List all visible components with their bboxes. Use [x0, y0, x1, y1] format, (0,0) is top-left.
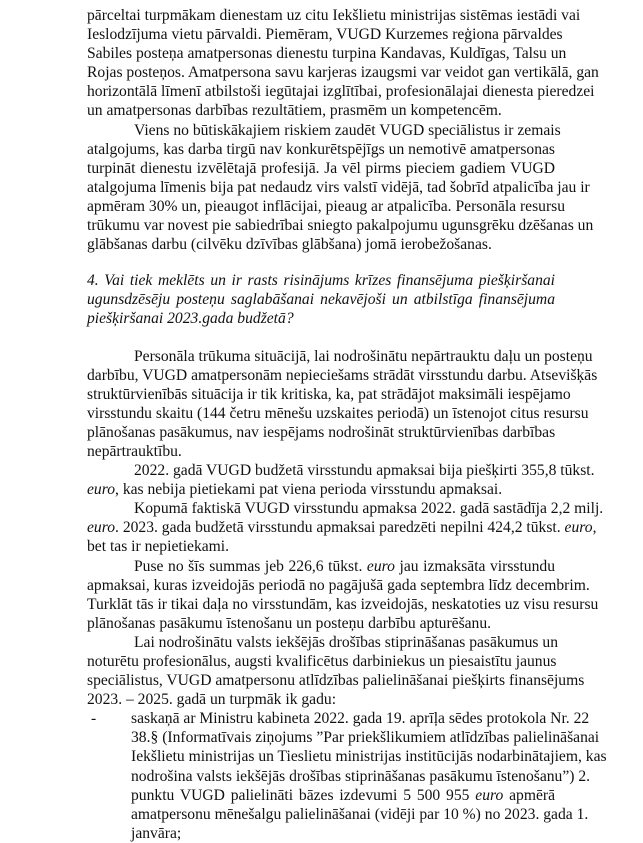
text-line — [131, 747, 607, 766]
text-line — [87, 404, 589, 423]
text-line — [87, 82, 595, 101]
text-segment: apmērā — [503, 786, 556, 804]
text-segment: Puse no šīs summas jeb 226,6 tūkst. — [134, 557, 367, 575]
text-line — [87, 652, 555, 671]
text-line — [87, 235, 555, 254]
paragraph — [87, 461, 595, 499]
text-line — [87, 614, 555, 633]
text-line — [87, 216, 594, 235]
text-segment: trūkumu var novest pie sabiedrībai sniegto pakalpojumu ugunsgrēku dzēšanas un — [87, 217, 594, 235]
text-line — [131, 805, 589, 824]
text-line — [87, 121, 561, 140]
text-line — [87, 271, 555, 290]
text-line — [87, 518, 597, 537]
text-segment: atalgojums, kas darba tirgū nav konkurētspējīgs un nemotivē amatpersonas — [87, 140, 555, 158]
text-line — [87, 671, 585, 690]
text-segment: amatpersonu mēnešalgu palielināšanai (vidēji par 10 %) no 2023. gada 1. — [131, 805, 589, 823]
text-line — [87, 6, 581, 25]
text-segment: punktu VUGD palielināti bāzes izdevumi 5 500 955 — [131, 786, 476, 804]
paragraph — [87, 499, 604, 556]
text-line — [87, 290, 555, 309]
text-line — [87, 423, 555, 442]
text-segment: nodrošina valsts iekšējās drošības stiprināšanas pasākumu īstenošanu”) 2. — [131, 767, 591, 785]
text-segment: struktūrvienībās situācija ir tik kritiska, ka, pat strādājot maksimāli iespējamo — [87, 385, 571, 403]
text-segment: pārceltai turpmākam dienestam uz citu Iekšlietu ministrijas sistēmas iestādi vai — [87, 7, 581, 24]
text-line — [87, 309, 555, 328]
section-heading — [87, 271, 555, 328]
text-segment: Lai nodrošinātu valsts iekšējās drošības stiprināšanas pasākumus un — [134, 633, 558, 651]
document-page — [87, 6, 607, 843]
text-line — [87, 461, 595, 480]
paragraph — [87, 633, 585, 709]
text-segment: apmaksai, kuras izveidojās periodā no pagājušā gada septembra līdz decembrim. — [87, 576, 590, 594]
text-line — [87, 633, 558, 652]
text-segment: Rojas posteņos. Amatpersona savu karjeras izaugsmi var veidot gan vertikālā, gan — [87, 64, 599, 82]
text-segment: jau izmaksāta virsstundu — [394, 557, 555, 575]
text-segment: glābšanas darbu (cilvēku dzīvības glābšana) jomā ierobežošanas. — [87, 236, 492, 254]
text-line — [87, 366, 598, 385]
italic-text: euro — [564, 519, 593, 537]
text-line — [87, 159, 555, 178]
italic-text: euro — [87, 519, 116, 537]
text-segment: Iekšlietu ministrijas un Tieslietu ministrijas institūcijās nodarbinātajiem, kas — [131, 748, 607, 766]
text-segment: . 2023. gada budžetā virsstundu apmaksai paredzēti nepilni 424,2 tūkst. — [115, 519, 565, 537]
text-line — [87, 576, 590, 595]
text-segment: Ieslodzījuma vietu pārvaldi. Piemēram, VUGD Kurzemes reģiona pārvaldes — [87, 26, 563, 44]
text-line — [87, 178, 590, 197]
text-segment: ugunsdzēsēju posteņu saglabāšanai nekavējoši un atbilstīga finansējuma — [87, 291, 555, 309]
text-segment: , — [592, 519, 597, 537]
text-segment: 4. Vai tiek meklēts un ir rasts risinājums krīzes finansējuma piešķiršanai — [87, 272, 555, 290]
paragraph — [87, 347, 598, 462]
text-segment: 38.§ (Informatīvais ziņojums ”Par priekšlikumiem atlīdzības palielināšanai — [131, 729, 600, 747]
text-segment: janvāra; — [131, 824, 182, 842]
text-line — [87, 197, 566, 216]
text-segment: piešķiršanai 2023.gada budžetā? — [87, 310, 294, 328]
text-segment: plānošanas pasākumus, nav iespējams nodrošināt struktūrvienības darbības — [87, 423, 556, 441]
list-bullet-marker: - — [91, 710, 97, 728]
list-item — [87, 709, 607, 843]
text-segment: virsstundu skaitu (144 četru mēnešu uzskaites periodā) un īstenojot citus resursu — [87, 404, 589, 422]
text-line — [87, 442, 555, 461]
text-segment: , kas nebija pietiekami pat viena perioda virsstundu apmaksai. — [115, 481, 503, 499]
text-segment: 2022. gadā VUGD budžetā virsstundu apmaksai bija piešķirti 355,8 tūkst. — [134, 462, 595, 480]
text-line — [87, 63, 599, 82]
text-line — [131, 767, 591, 786]
text-segment: saskaņā ar Ministru kabineta 2022. gada 19. aprīļa sēdes protokola Nr. 22 — [131, 710, 590, 728]
text-segment: apmēram 30% un, pieaugot inflācijai, pieaug ar atpalicība. Personāla resursu — [87, 197, 566, 215]
text-segment: Sabiles posteņa amatpersonas dienestu turpina Kandavas, Kuldīgas, Talsu un — [87, 45, 567, 63]
text-segment: nepārtrauktību. — [87, 442, 182, 460]
paragraph — [87, 557, 599, 633]
text-line — [87, 385, 571, 404]
text-segment: noturētu profesionālus, augsti kvalificētus darbiniekus un piesaistītu jaunus — [87, 653, 557, 670]
italic-text: euro — [475, 786, 504, 804]
text-line — [131, 728, 600, 747]
text-segment: Kopumā faktiskā VUGD virsstundu apmaksa 2022. gadā sastādīja 2,2 milj. — [134, 500, 604, 518]
text-segment: turpināt dienestu izvēlētajā profesijā. Ja vēl pirms pieciem gadiem VUGD — [87, 159, 555, 177]
text-line — [87, 537, 555, 556]
text-line — [87, 595, 599, 614]
text-segment: horizontālā līmenī atbilstoši iegūtajai izglītībai, profesionālajai dienesta pieredzei — [87, 83, 595, 101]
text-line — [87, 557, 555, 576]
text-line — [87, 347, 593, 366]
text-segment: bet tas ir nepietiekami. — [87, 538, 230, 556]
text-segment: speciālistus, VUGD amatpersonu atlīdzības palielināšanai piešķirts finansējums — [87, 672, 585, 690]
text-segment: atalgojuma līmenis bija pat nedaudz virs valstī vidējā, tad šobrīd atpalicība jau ir — [87, 178, 590, 196]
text-segment: Turklāt tās ir tikai daļa no virsstundām, kas izveidojās, neskatoties uz visu resursu — [87, 595, 599, 613]
text-line — [87, 101, 555, 120]
text-line — [87, 499, 604, 518]
italic-text: euro — [366, 557, 395, 575]
text-segment: plānošanas pasākumu īstenošanu un posteņu darbību apturēšanu. — [87, 614, 492, 632]
text-segment: un amatpersonas darbības rezultātiem, prasmēm un kompetencēm. — [87, 102, 502, 120]
text-line — [131, 824, 555, 843]
text-segment: 2023. – 2025. gadā un turpmāk ik gadu: — [87, 691, 337, 709]
text-line — [87, 44, 567, 63]
text-line — [131, 709, 590, 728]
text-segment: Viens no būtiskākajiem riskiem zaudēt VUGD speciālistus ir zemais — [134, 121, 561, 139]
paragraph — [87, 121, 594, 255]
text-line — [87, 690, 555, 709]
paragraph — [87, 6, 599, 121]
italic-text: euro — [87, 481, 116, 499]
text-segment: Personāla trūkuma situācijā, lai nodrošinātu nepārtrauktu daļu un posteņu — [134, 347, 593, 365]
text-segment: darbību, VUGD amatpersonām nepieciešams strādāt virsstundu darbu. Atsevišķās — [87, 366, 598, 384]
text-line — [87, 25, 563, 44]
text-line — [87, 140, 555, 159]
text-line — [87, 480, 555, 499]
